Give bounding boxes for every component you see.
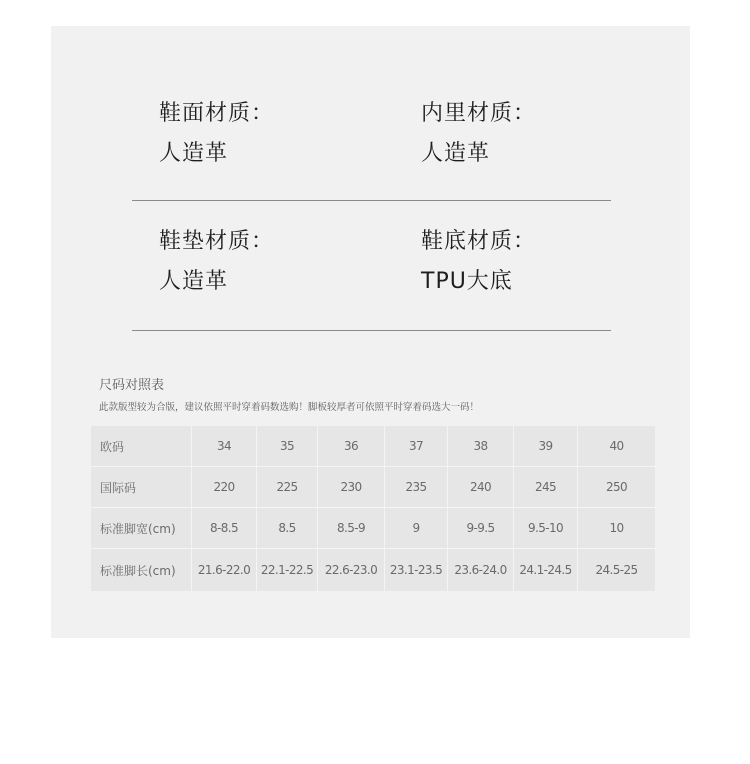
divider-top — [132, 200, 611, 201]
size-cell: 23.1-23.5 — [385, 549, 448, 591]
size-row-intl — [91, 467, 655, 508]
material-insole-label: 鞋垫材质： — [159, 229, 275, 254]
size-cell: 9-9.5 — [448, 508, 514, 549]
material-insole — [159, 222, 274, 302]
size-cell: 230 — [318, 467, 385, 508]
material-outsole-value: TPU大底 — [421, 269, 513, 294]
size-cell: 35 — [257, 426, 318, 467]
size-cell: 8.5-9 — [318, 508, 385, 549]
material-lining — [421, 94, 536, 174]
material-upper-value: 人造革 — [159, 141, 229, 166]
size-cell: 38 — [448, 426, 514, 467]
size-cell: 225 — [257, 467, 318, 508]
size-cell: 34 — [192, 426, 257, 467]
size-cell: 235 — [385, 467, 448, 508]
size-cell: 9 — [385, 508, 448, 549]
row-label: 国际码 — [91, 467, 192, 508]
size-row-foot-width — [91, 508, 655, 549]
size-cell: 36 — [318, 426, 385, 467]
row-label: 标准脚宽(cm) — [91, 508, 192, 549]
material-outsole — [421, 222, 536, 302]
size-cell: 40 — [578, 426, 655, 467]
size-cell: 220 — [192, 467, 257, 508]
size-cell: 24.5-25 — [595, 563, 638, 577]
material-insole-value: 人造革 — [159, 269, 229, 294]
size-cell: 23.6-24.0 — [448, 549, 514, 591]
size-row-foot-length — [91, 549, 655, 591]
row-label: 欧码 — [91, 426, 192, 467]
size-cell: 8-8.5 — [192, 508, 257, 549]
size-cell: 245 — [514, 467, 578, 508]
size-cell: 39 — [514, 426, 578, 467]
size-cell: 22.6-23.0 — [318, 549, 385, 591]
size-cell: 10 — [578, 508, 655, 549]
size-cell: 8.5 — [257, 508, 318, 549]
size-cell: 21.6-22.0 — [192, 549, 257, 591]
material-outsole-label: 鞋底材质： — [421, 229, 537, 254]
material-upper-label: 鞋面材质： — [159, 101, 275, 126]
size-row-eu — [91, 426, 655, 467]
size-chart-title: 尺码对照表 — [99, 378, 165, 393]
size-chart-table — [91, 426, 655, 591]
size-cell: 9.5-10 — [514, 508, 578, 549]
size-cell: 250 — [578, 467, 655, 508]
material-lining-value: 人造革 — [421, 141, 491, 166]
size-cell: 24.1-24.5 — [514, 549, 578, 591]
product-detail-panel — [51, 26, 690, 638]
size-cell: 240 — [448, 467, 514, 508]
size-cell: 22.1-22.5 — [257, 549, 318, 591]
divider-bottom — [132, 330, 611, 331]
material-lining-label: 内里材质： — [421, 101, 537, 126]
material-upper — [159, 94, 274, 174]
size-cell: 37 — [385, 426, 448, 467]
size-chart-note: 此款版型较为合版，建议依照平时穿着码数选购！脚板较厚者可依照平时穿着码选大一码！ — [99, 402, 480, 413]
row-label: 标准脚长(cm) — [91, 549, 192, 591]
